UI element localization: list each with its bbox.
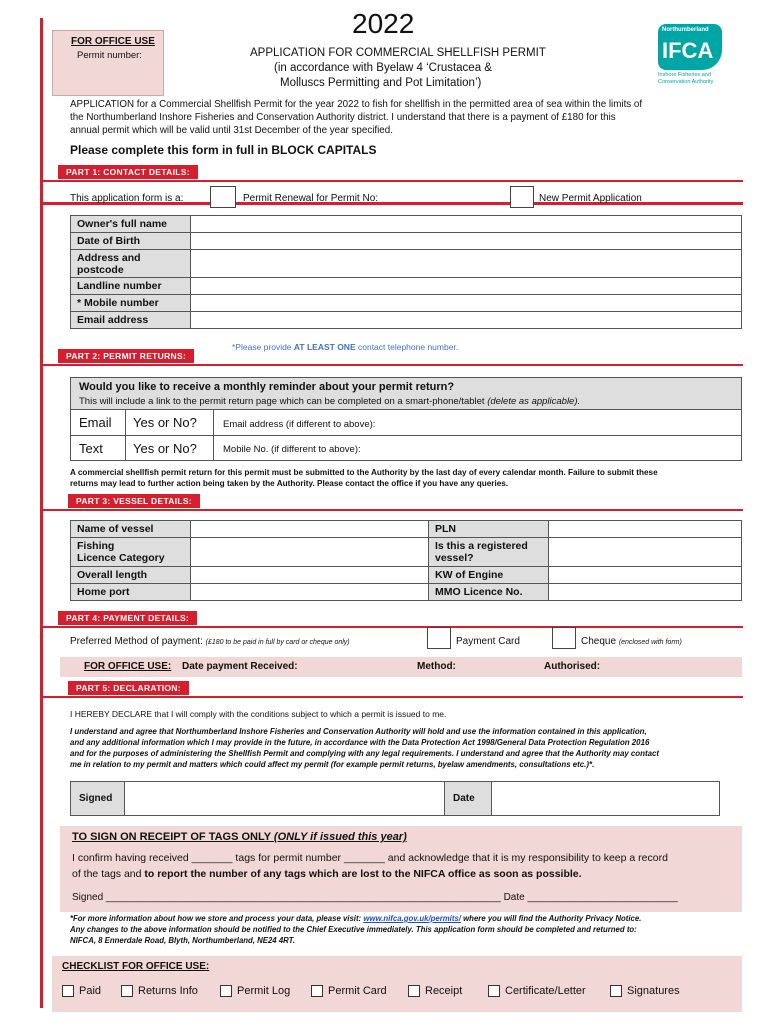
form-title-line3: Molluscs Permitting and Pot Limitation’) (280, 77, 482, 89)
address-field[interactable] (191, 250, 742, 278)
footer-line1 (70, 914, 641, 923)
returns-sub (79, 396, 580, 407)
renewal-checkbox[interactable] (210, 186, 236, 208)
landline-label: Landline number (71, 278, 191, 295)
address-label (71, 250, 191, 278)
registered-line1: Is this a registered (435, 540, 528, 552)
part1-title: PART 1: CONTACT DETAILS: (58, 165, 198, 179)
data-protection-line4: me in relation to my permit and matters which could affect my permit (for example permit returns, byelaw amendments, consultations etc.)*. (70, 760, 595, 769)
office-use-box (52, 30, 164, 96)
part3-title: PART 3: VESSEL DETAILS: (68, 494, 200, 508)
tags-report-line (72, 868, 582, 880)
checklist-permit-log[interactable] (220, 985, 290, 997)
cheque-note: (enclosed with form) (618, 639, 682, 646)
mmo-field[interactable] (549, 584, 742, 601)
vessel-name-field[interactable] (191, 521, 429, 538)
checklist-certificate-label: Certificate/Letter (505, 985, 586, 997)
returns-warning-2: returns may lead to further action being taken by the Authority. Please contact the office if you have any queries. (70, 479, 509, 488)
cheque-label-text: Cheque (581, 636, 617, 647)
office-use-title: FOR OFFICE USE (71, 36, 155, 47)
privacy-link[interactable]: www.nifca.gov.uk/permits/ (363, 914, 461, 923)
vessel-table (70, 520, 742, 601)
checklist-section (52, 956, 742, 1012)
contact-note-bold: AT LEAST ONE (293, 342, 356, 352)
tags-title-text: TO SIGN ON RECEIPT OF TAGS ONLY (72, 831, 274, 843)
table-row (71, 584, 742, 601)
tags-confirm-line: I confirm having received _______ tags for permit number _______ and acknowledge that it is my responsibility to keep a record (72, 852, 668, 864)
preferred-method-label: Preferred Method of payment: (70, 636, 203, 647)
returns-box (70, 377, 742, 461)
mmo-label: MMO Licence No. (429, 584, 549, 601)
email-option-label: Email (79, 415, 112, 430)
intro-line3: annual permit which will be valid until 31st December of the year specified. (70, 125, 393, 136)
checkbox-icon[interactable] (62, 985, 74, 997)
checklist-paid[interactable] (62, 985, 101, 997)
licence-category-field[interactable] (191, 538, 429, 567)
mobile-field[interactable] (191, 295, 742, 312)
signed-field[interactable] (126, 782, 444, 815)
payment-office-use-label: FOR OFFICE USE: (84, 661, 172, 672)
part5-title: PART 5: DECLARATION: (68, 681, 189, 695)
payment-card-checkbox[interactable] (427, 627, 451, 649)
part2-title: PART 2: PERMIT RETURNS: (58, 349, 194, 363)
payment-office-use (60, 657, 742, 677)
signature-box (70, 781, 720, 816)
checkbox-icon[interactable] (408, 985, 420, 997)
page-year: 2022 (352, 8, 415, 39)
checkbox-icon[interactable] (311, 985, 323, 997)
contact-note-post: contact telephone number. (355, 342, 459, 352)
checklist-permit-card[interactable] (311, 985, 387, 997)
part5-rule (43, 696, 743, 698)
intro-line2: the Northumberland Inshore Fisheries and Conservation Authority district. I understand that there is a payment of £180 for this (70, 112, 616, 123)
part1-rule-top (43, 180, 743, 182)
checklist-receipt-label: Receipt (425, 985, 463, 997)
pln-field[interactable] (549, 521, 742, 538)
checklist-certificate[interactable] (488, 985, 586, 997)
returns-sub-italic: (delete as applicable). (487, 396, 581, 407)
preferred-method-note: (£180 to be paid in full by card or cheque only) (205, 639, 350, 646)
licence-category-label (71, 538, 191, 567)
overall-length-label: Overall length (71, 567, 191, 584)
table-row (71, 233, 742, 250)
footer-line1-post: where you will find the Authority Privacy Notice. (460, 914, 642, 923)
landline-field[interactable] (191, 278, 742, 295)
checklist-paid-label: Paid (79, 985, 102, 997)
cheque-label (581, 636, 682, 647)
logo-sub2: Conservation Authority (658, 79, 714, 85)
logo-sub1: Inshore Fisheries and (658, 72, 711, 78)
vessel-name-label: Name of vessel (71, 521, 191, 538)
checklist-signatures-label: Signatures (627, 985, 680, 997)
owner-name-label: Owner's full name (71, 216, 191, 233)
licence-category-line1: Fishing (77, 540, 115, 552)
form-title-line2: (in accordance with Byelaw 4 ‘Crustacea & (274, 62, 492, 74)
form-title-line1: APPLICATION FOR COMMERCIAL SHELLFISH PERMIT (250, 47, 546, 59)
text-option-label: Text (79, 441, 103, 456)
overall-length-field[interactable] (191, 567, 429, 584)
table-row (71, 278, 742, 295)
form-is-label: This application form is a: (70, 193, 184, 204)
mobile-label: * Mobile number (71, 295, 191, 312)
permit-number-label: Permit number: (77, 50, 142, 61)
licence-category-line2: Licence Category (77, 552, 165, 564)
contact-note-pre: *Please provide (232, 342, 294, 352)
date-field[interactable] (493, 782, 719, 815)
registered-label (429, 538, 549, 567)
date-label: Date (453, 793, 475, 804)
tags-title-italic: (ONLY if issued this year) (273, 831, 407, 843)
logo-main-text: IFCA (662, 38, 714, 63)
table-row (71, 538, 742, 567)
table-row (71, 216, 742, 233)
declaration-text: I HEREBY DECLARE that I will comply with the conditions subject to which a permit is issued to me. (70, 709, 447, 719)
email-yesno[interactable]: Yes or No? (133, 415, 197, 430)
intro-line1: APPLICATION for a Commercial Shellfish Permit for the year 2022 to fish for shellfish in the permitted area of sea within the limits of (70, 99, 643, 110)
checklist-returns-info[interactable] (121, 985, 198, 997)
email-field[interactable] (191, 312, 742, 329)
left-red-bar (40, 18, 43, 1008)
table-row (71, 521, 742, 538)
tags-section (60, 826, 742, 912)
new-permit-checkbox[interactable] (510, 186, 534, 208)
address-label-line1: Address and (77, 251, 141, 264)
returns-question: Would you like to receive a monthly reminder about your permit return? (79, 381, 455, 393)
home-port-label: Home port (71, 584, 191, 601)
checkbox-icon[interactable] (610, 985, 622, 997)
checkbox-icon[interactable] (488, 985, 500, 997)
signed-label: Signed (79, 793, 113, 804)
block-capitals-note: Please complete this form in full in BLOCK CAPITALS (70, 143, 377, 157)
mobile-alt-label[interactable]: Mobile No. (if different to above): (223, 444, 361, 455)
contact-note (232, 342, 458, 352)
part4-rule (43, 626, 743, 628)
method-label: Method: (417, 661, 456, 672)
home-port-field[interactable] (191, 584, 429, 601)
returns-warning-1: A commercial shellfish permit return for this permit must be submitted to the Authority by the last day of every calendar month. Failure to submit these (70, 468, 658, 477)
checkbox-icon[interactable] (220, 985, 232, 997)
date-received-label: Date payment Received: (182, 661, 298, 672)
tags-signed-line[interactable]: Signed _______________________________________________________________________ Date ___________________________ (72, 892, 678, 903)
part2-rule (43, 364, 743, 366)
footer-address: NIFCA, 8 Ennerdale Road, Blyth, Northumberland, NE24 4RT. (70, 936, 295, 945)
part3-rule (43, 509, 743, 511)
data-protection-line3: and for the purposes of administering the Shellfish Permit and complying with any legal requirements. I understand and agree that the Authority may contact (70, 749, 659, 758)
kw-field[interactable] (549, 567, 742, 584)
pln-label: PLN (429, 521, 549, 538)
dob-field[interactable] (191, 233, 742, 250)
checklist-returns-info-label: Returns Info (138, 985, 198, 997)
kw-label: KW of Engine (429, 567, 549, 584)
new-permit-label: New Permit Application (539, 193, 642, 204)
text-yesno[interactable]: Yes or No? (133, 441, 197, 456)
email-label: Email address (71, 312, 191, 329)
renewal-label: Permit Renewal for Permit No: (243, 193, 379, 204)
data-protection-line1: I understand and agree that Northumberland Inshore Fisheries and Conservation Authority will hold and use the information contained in this application, (70, 727, 647, 736)
registered-line2: vessel? (435, 552, 474, 564)
returns-sub-text: This will include a link to the permit return page which can be completed on a smart-phone/tablet (79, 396, 485, 407)
table-row (71, 295, 742, 312)
checklist-title: CHECKLIST FOR OFFICE USE: (62, 961, 210, 972)
checklist-signatures[interactable] (610, 985, 680, 997)
tags-report-pre: of the tags and (72, 868, 145, 880)
authorised-label: Authorised: (544, 661, 601, 672)
payment-card-label: Payment Card (456, 636, 520, 647)
checkbox-icon[interactable] (121, 985, 133, 997)
table-row (71, 312, 742, 329)
tags-title (72, 831, 407, 843)
checklist-permit-log-label: Permit Log (237, 985, 291, 997)
footer-line1-pre: *For more information about how we store and process your data, please visit: (70, 914, 364, 923)
table-row (71, 567, 742, 584)
ifca-logo (658, 24, 726, 90)
checklist-permit-card-label: Permit Card (328, 985, 387, 997)
logo-top-text: Northumberland (662, 27, 709, 33)
data-protection-line2: and any additional information which I may provide in the future, in accordance with the Data Protection Act 1998/General Data Protection Regulation 2016 (70, 738, 650, 747)
part4-title: PART 4: PAYMENT DETAILS: (58, 611, 197, 625)
registered-field[interactable] (549, 538, 742, 567)
preferred-method (70, 636, 350, 647)
owner-name-field[interactable] (191, 216, 742, 233)
footer-line2: Any changes to the above information should be notified to the Chief Executive immediately. This application form should be completed and returned to: (70, 925, 637, 934)
cheque-checkbox[interactable] (552, 627, 576, 649)
contact-details-table (70, 215, 742, 329)
table-row (71, 250, 742, 278)
checklist-receipt[interactable] (408, 985, 462, 997)
tags-report-bold: to report the number of any tags which are lost to the NIFCA office as soon as possible. (144, 868, 582, 880)
address-label-line2: postcode (77, 263, 124, 276)
dob-label: Date of Birth (71, 233, 191, 250)
email-alt-label[interactable]: Email address (if different to above): (223, 419, 376, 430)
